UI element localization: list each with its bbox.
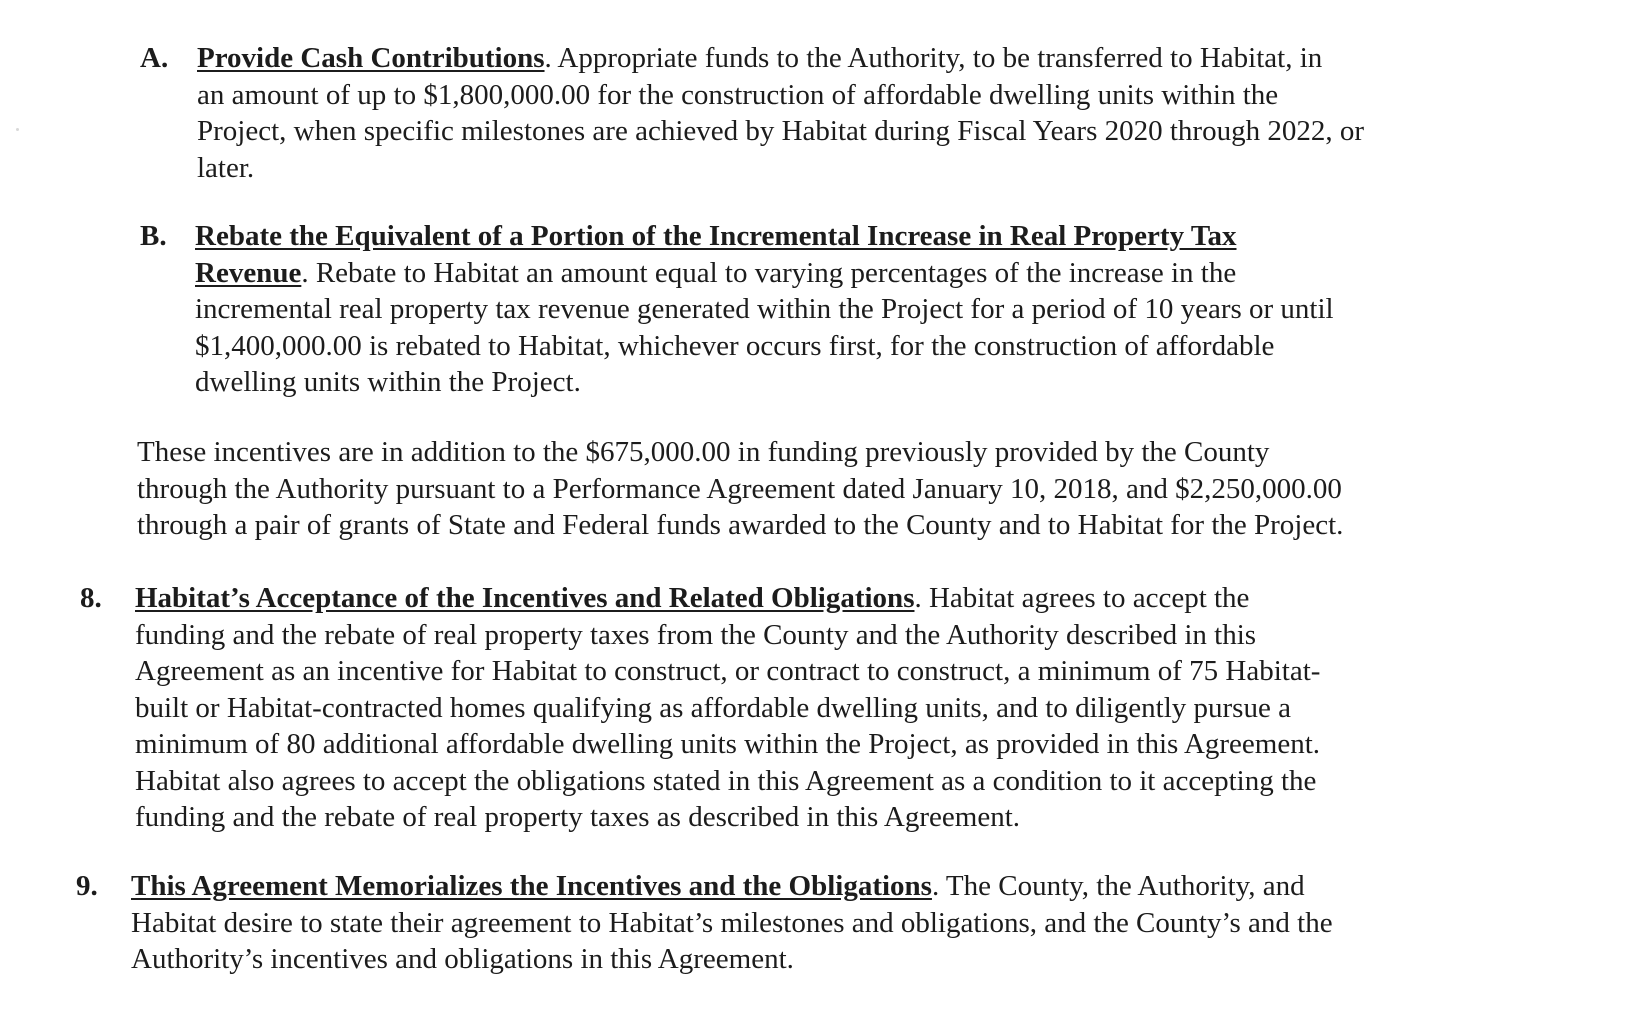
section-8-paragraph xyxy=(135,580,1320,836)
section-8-line-6: Habitat also agrees to accept the obligations stated in this Agreement as a condition to it accepting the xyxy=(135,764,1317,797)
section-a-line-4: later. xyxy=(197,151,255,184)
incentives-paragraph xyxy=(137,434,1343,544)
section-8-line-1: Habitat’s Acceptance of the Incentives and Related Obligations. Habitat agrees to accept the xyxy=(135,582,1250,614)
section-b-line-4: $1,400,000.00 is rebated to Habitat, whichever occurs first, for the construction of affordable xyxy=(195,329,1275,362)
scan-artifact xyxy=(16,128,19,131)
section-9-heading: This Agreement Memorializes the Incentives and the Obligations xyxy=(131,870,932,902)
section-b-marker: B. xyxy=(140,220,167,252)
section-b-line-2: Revenue. Rebate to Habitat an amount equal to varying percentages of the increase in the xyxy=(195,256,1237,289)
section-a-line-1: Provide Cash Contributions. Appropriate funds to the Authority, to be transferred to Habitat, in xyxy=(197,42,1323,74)
section-8-line-7: funding and the rebate of real property taxes as described in this Agreement. xyxy=(135,801,1020,833)
section-b-heading-line-1: Rebate the Equivalent of a Portion of the Incremental Increase in Real Property Tax xyxy=(195,220,1237,252)
incentives-line-1: These incentives are in addition to the $675,000.00 in funding previously provided by the County xyxy=(137,436,1270,468)
section-8-line-2: funding and the rebate of real property taxes from the County and the Authority described in this xyxy=(135,618,1257,651)
section-9-paragraph xyxy=(131,868,1333,978)
section-b-line-5: dwelling units within the Project. xyxy=(195,366,581,398)
section-a-paragraph xyxy=(197,40,1364,186)
incentives-line-2: through the Authority pursuant to a Performance Agreement dated January 10, 2018, and $2,250,000.00 xyxy=(137,472,1342,505)
section-a-line-2: an amount of up to $1,800,000.00 for the construction of affordable dwelling units within the xyxy=(197,78,1279,111)
section-8-line-4: built or Habitat-contracted homes qualifying as affordable dwelling units, and to diligently pursue a xyxy=(135,691,1291,724)
incentives-line-3: through a pair of grants of State and Federal funds awarded to the County and to Habitat for the Project. xyxy=(137,509,1344,541)
section-b-line-3: incremental real property tax revenue generated within the Project for a period of 10 years or until xyxy=(195,293,1334,325)
section-8-marker: 8. xyxy=(80,582,102,614)
section-a-line-3: Project, when specific milestones are achieved by Habitat during Fiscal Years 2020 through 2022, or xyxy=(197,115,1364,147)
section-8-line-3: Agreement as an incentive for Habitat to construct, or contract to construct, a minimum of 75 Habitat- xyxy=(135,655,1321,687)
section-a-marker: A. xyxy=(140,42,169,74)
section-a-heading: Provide Cash Contributions xyxy=(197,42,545,74)
section-8-line-5: minimum of 80 additional affordable dwelling units within the Project, as provided in this Agreement. xyxy=(135,728,1321,760)
section-b-paragraph xyxy=(195,218,1334,401)
section-b-heading-line-2: Revenue xyxy=(195,256,302,289)
section-9-marker: 9. xyxy=(76,870,98,902)
section-9-line-1: This Agreement Memorializes the Incentives and the Obligations. The County, the Authority, and xyxy=(131,870,1305,902)
section-9-line-3: Authority’s incentives and obligations in this Agreement. xyxy=(131,943,794,975)
section-8-heading: Habitat’s Acceptance of the Incentives and Related Obligations xyxy=(135,582,915,614)
section-9-line-2: Habitat desire to state their agreement to Habitat’s milestones and obligations, and the County’s and the xyxy=(131,906,1333,939)
